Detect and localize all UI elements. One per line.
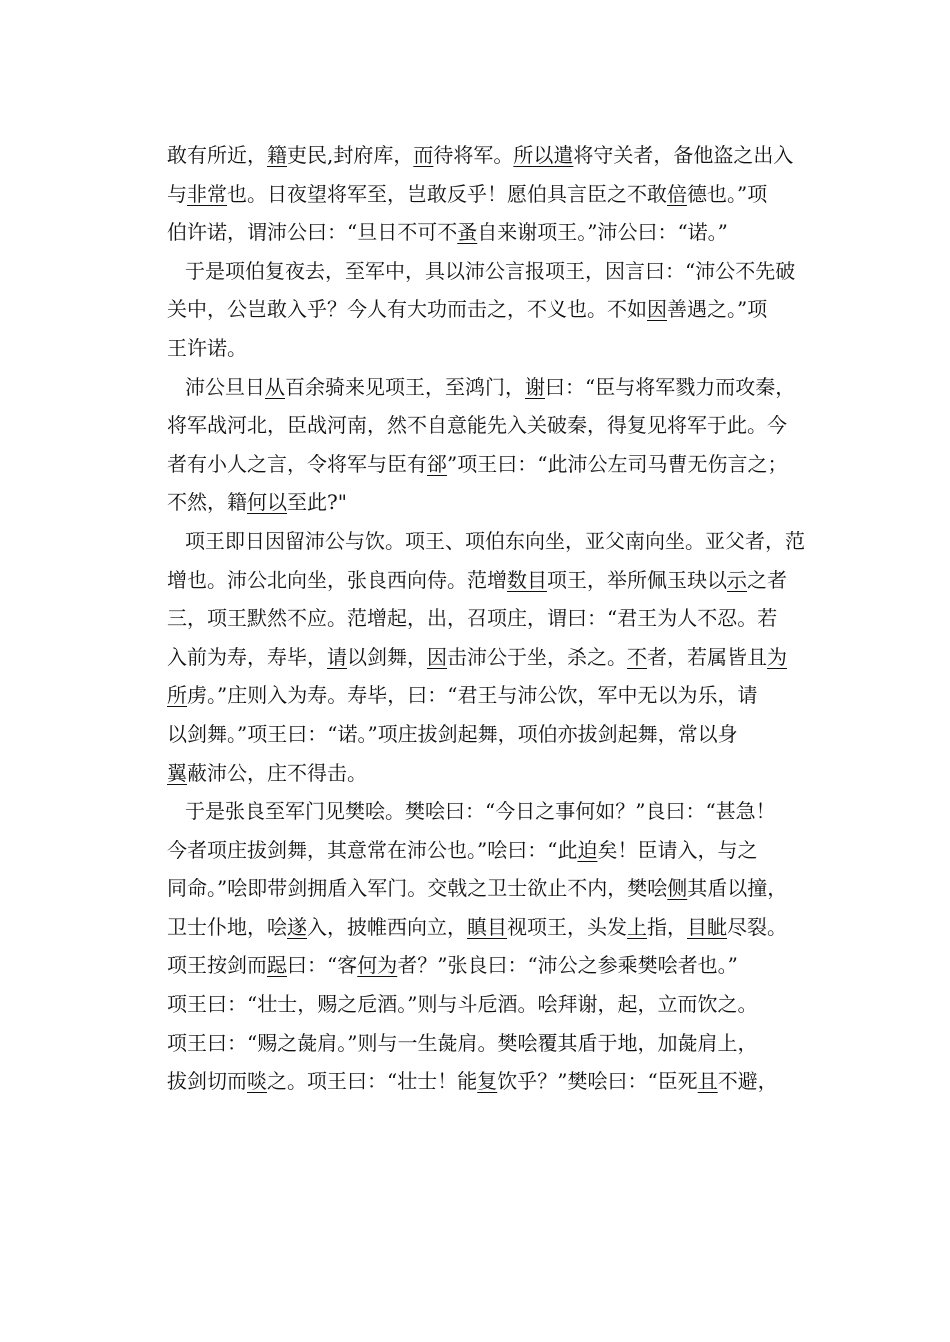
text-segment: 尽裂。 <box>727 914 787 939</box>
text-line <box>167 290 807 329</box>
text-segment: 视项王，头发 <box>507 914 627 939</box>
text-line <box>167 368 807 407</box>
underlined-term: 侧 <box>667 876 688 901</box>
text-line <box>167 329 807 368</box>
text-segment: 项王曰：“壮士，赐之卮酒。”则与斗卮酒。哙拜谢，起，立而饮之。 <box>167 992 758 1017</box>
text-segment: 将军战河北，臣战河南，然不自意能先入关破秦，得复见将军于此。今 <box>167 413 787 438</box>
text-segment: 将守关者，备他盗之出入 <box>573 143 794 167</box>
underlined-term: 瞋目 <box>467 914 507 939</box>
text-line <box>167 908 807 947</box>
text-segment: 也。日夜望将军至，岂敢反乎！愿伯具言臣之不敢 <box>227 181 667 206</box>
text-segment: 敢有所近， <box>167 143 267 167</box>
underlined-term: 所以遣 <box>513 143 574 167</box>
text-segment: 伯许诺，谓沛公曰：“旦日不可不 <box>167 220 458 245</box>
underlined-term: 为 <box>767 644 787 669</box>
text-segment: 与 <box>167 181 187 206</box>
underlined-term: 示 <box>727 567 747 592</box>
text-segment: 以剑舞， <box>347 644 427 669</box>
underlined-term: 非常 <box>187 181 227 206</box>
text-line <box>167 213 807 252</box>
text-segment: 者，若属皆且 <box>647 644 767 669</box>
text-segment: 同命。”哙即带剑拥盾入军门。交戟之卫士欲止不内，樊哙 <box>167 876 668 901</box>
underlined-term: 何以 <box>247 490 287 515</box>
document-text <box>167 136 807 1101</box>
text-segment: 王许诺。 <box>167 335 247 360</box>
text-line <box>167 715 807 754</box>
underlined-term: 郤 <box>427 451 447 476</box>
underlined-term: 从 <box>265 374 285 399</box>
text-segment: 增也。沛公北向坐，张良西向侍。范增 <box>167 567 507 592</box>
text-segment: 饮乎？”樊哙曰：“臣死 <box>497 1069 698 1094</box>
underlined-term: 谢 <box>525 374 545 399</box>
text-segment: 者？”张良曰：“沛公之参乘樊哙者也。” <box>397 953 738 978</box>
text-line <box>167 946 807 985</box>
text-line <box>167 599 807 638</box>
text-segment: 者有小人之言，令将军与臣有 <box>167 451 427 476</box>
text-line <box>167 869 807 908</box>
text-segment: 入前为寿，寿毕， <box>167 644 327 669</box>
text-line <box>167 676 807 715</box>
text-segment: 项王按剑而 <box>167 953 267 978</box>
text-line <box>167 445 807 484</box>
text-line <box>167 175 807 214</box>
text-segment: 不避， <box>717 1069 778 1094</box>
underlined-term: 啖 <box>247 1069 267 1094</box>
text-segment: 之者 <box>747 567 787 592</box>
text-segment: 虏。”庄则入为寿。寿毕，曰：“君王与沛公饮，军中无以为乐，请 <box>187 683 758 708</box>
text-segment: 项王，举所佩玉玦以 <box>547 567 727 592</box>
text-line <box>167 1062 807 1101</box>
text-segment: 德也。”项 <box>687 181 768 206</box>
underlined-term: 翼 <box>167 760 187 785</box>
text-segment: 于是张良至军门见樊哙。樊哙曰：“今日之事何如？”良曰：“甚急！ <box>185 799 776 824</box>
underlined-term: 蚤 <box>457 220 478 245</box>
text-segment: 自来谢项王。”沛公曰：“诺。” <box>477 220 728 245</box>
text-line <box>167 136 807 175</box>
text-line <box>167 483 807 522</box>
text-segment: 项王曰：“赐之彘肩。”则与一生彘肩。樊哙覆其盾于地，加彘肩上， <box>167 1030 758 1055</box>
underlined-term: 因 <box>427 644 447 669</box>
underlined-term: 籍 <box>267 143 287 167</box>
text-line <box>167 638 807 677</box>
underlined-term: 遂 <box>287 914 307 939</box>
text-segment: 于是项伯复夜去，至军中，具以沛公言报项王，因言曰：“沛公不先破 <box>185 258 796 283</box>
text-segment: 之。项王曰：“壮士！能 <box>267 1069 478 1094</box>
text-segment: 其盾以撞， <box>687 876 788 901</box>
underlined-term: 跽 <box>267 953 287 978</box>
text-line <box>167 754 807 793</box>
text-segment: 击沛公于坐，杀之。 <box>447 644 627 669</box>
underlined-term: 数目 <box>507 567 547 592</box>
underlined-term: 请 <box>327 644 347 669</box>
text-segment: 沛公旦日 <box>185 374 265 399</box>
underlined-term: 迫 <box>577 837 598 862</box>
text-segment: 善遇之。”项 <box>667 297 768 322</box>
text-segment: 曰：“客 <box>287 953 358 978</box>
text-segment: 以剑舞。”项王曰：“诺。”项庄拔剑起舞，项伯亦拔剑起舞，常以身 <box>167 721 738 746</box>
text-line <box>167 985 807 1024</box>
text-segment: 曰：“臣与将军戮力而攻秦， <box>545 374 796 399</box>
underlined-term: 不 <box>627 644 647 669</box>
text-line <box>167 1024 807 1063</box>
underlined-term: 倍 <box>667 181 687 206</box>
underlined-term: 且 <box>697 1069 718 1094</box>
underlined-term: 因 <box>647 297 667 322</box>
text-line <box>167 406 807 445</box>
text-segment: 待将军。 <box>433 143 514 167</box>
text-line <box>167 522 807 561</box>
text-segment: 入，披帷西向立， <box>307 914 467 939</box>
text-segment: 项王即日因留沛公与饮。项王、项伯东向坐，亚父南向坐。亚父者，范 <box>185 528 805 553</box>
text-segment: 吏民,封府库， <box>287 143 414 167</box>
text-line <box>167 252 807 291</box>
text-segment: 拔剑切而 <box>167 1069 247 1094</box>
text-segment: 卫士仆地，哙 <box>167 914 287 939</box>
text-segment: 指， <box>647 914 687 939</box>
text-segment: 今者项庄拔剑舞，其意常在沛公也。”哙曰：“此 <box>167 837 578 862</box>
text-segment: 三，项王默然不应。范增起，出，召项庄，谓曰：“君王为人不忍。若 <box>167 606 778 631</box>
text-line <box>167 792 807 831</box>
underlined-term: 上 <box>627 914 647 939</box>
text-line <box>167 561 807 600</box>
text-segment: 关中，公岂敢入乎？今人有大功而击之，不义也。不如 <box>167 297 647 322</box>
text-segment: 百余骑来见项王，至鸿门， <box>285 374 525 399</box>
text-segment: 矣！臣请入，与之 <box>597 837 758 862</box>
underlined-term: 而 <box>413 143 434 167</box>
text-segment: 不然，籍 <box>167 490 247 515</box>
text-segment: 蔽沛公，庄不得击。 <box>187 760 367 785</box>
underlined-term: 所 <box>167 683 187 708</box>
text-line <box>167 831 807 870</box>
underlined-term: 何为 <box>357 953 398 978</box>
text-segment: 至此?" <box>287 490 347 515</box>
underlined-term: 复 <box>477 1069 498 1094</box>
text-segment: ”项王曰：“此沛公左司马曹无伤言之； <box>447 451 788 476</box>
underlined-term: 目眦 <box>687 914 727 939</box>
